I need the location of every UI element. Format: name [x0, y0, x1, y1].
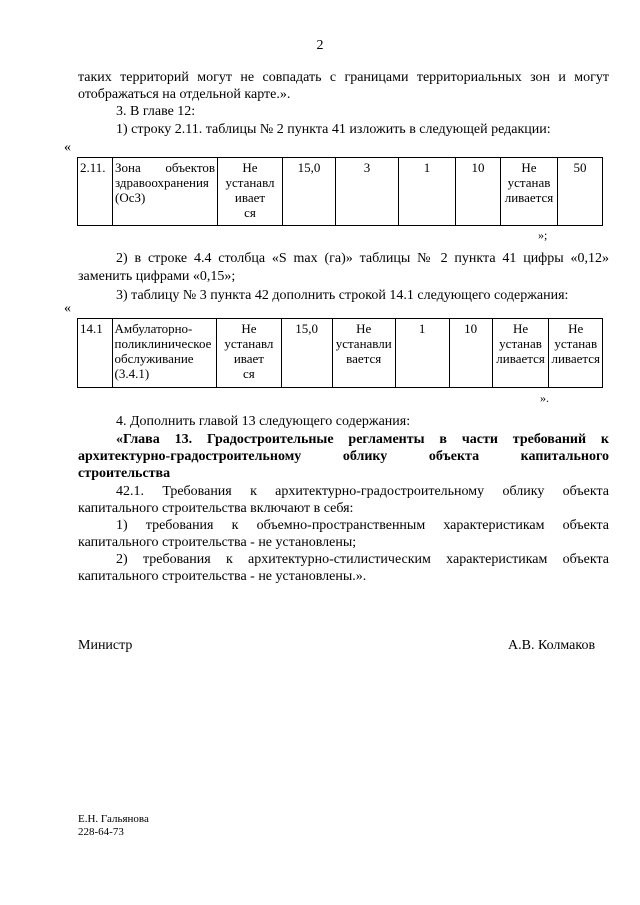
table-cell: 2.11.	[78, 158, 113, 226]
chapter-heading: строительства	[78, 466, 171, 481]
paragraph-line: 4. Дополнить главой 13 следующего содержания:	[116, 414, 411, 429]
open-quote: «	[64, 140, 71, 155]
paragraph-line: капитального строительства - не установлены;	[78, 535, 357, 550]
signature-title: Министр	[78, 638, 133, 653]
chapter-heading: «Глава 13. Градостроительные регламенты в части требований к	[116, 432, 609, 447]
paragraph-line: таких территорий могут не совпадать с границами территориальных зон и могут	[78, 70, 609, 85]
paragraph-line: 1) требования к объемно-пространственным характеристикам объекта	[116, 518, 609, 533]
table-cell: 15,0	[283, 158, 336, 226]
table-cell: 50	[558, 158, 603, 226]
table-cell: 1	[395, 319, 449, 388]
paragraph-line: капитального строительства - не установлены.».	[78, 569, 367, 584]
executor-phone: 228-64-73	[78, 826, 124, 838]
table-cell: Не устанав ливается	[501, 158, 558, 226]
table-cell: 14.1	[78, 319, 113, 388]
table-row	[78, 319, 603, 388]
table-cell: 10	[449, 319, 492, 388]
chapter-heading: архитектурно-градостроительному облику объекта капитального	[78, 449, 609, 464]
table-cell: Зона объектов здравоохранения (ОсЗ)	[113, 158, 218, 226]
paragraph-line: заменить цифрами «0,15»;	[78, 269, 236, 284]
table-cell: Не устанав ливается	[492, 319, 549, 388]
paragraph-line: 1) строку 2.11. таблицы № 2 пункта 41 изложить в следующей редакции:	[116, 122, 551, 137]
table-cell: Не устанавл ивает ся	[217, 319, 281, 388]
paragraph-line: 3) таблицу № 3 пункта 42 дополнить строкой 14.1 следующего содержания:	[116, 288, 569, 303]
paragraph-line: отображаться на отдельной карте.».	[78, 87, 291, 102]
executor-name: Е.Н. Гальянова	[78, 813, 149, 825]
paragraph-line: капитального строительства включают в себя:	[78, 501, 354, 516]
table-cell: Не устанав ливается	[549, 319, 603, 388]
paragraph-line: 3. В главе 12:	[116, 104, 196, 119]
table-2-11	[77, 157, 603, 226]
table-cell: 15,0	[281, 319, 332, 388]
page-number: 2	[316, 38, 324, 53]
table-cell: Амбулаторно- поликлиническое обслуживание (3.4.1)	[112, 319, 217, 388]
open-quote: «	[64, 301, 71, 316]
table-close-quote: ».	[540, 391, 549, 405]
signature-name: А.В. Колмаков	[508, 638, 596, 653]
paragraph-line: 2) в строке 4.4 столбца «S max (га)» таблицы № 2 пункта 41 цифры «0,12»	[116, 251, 609, 266]
table-cell: 3	[336, 158, 399, 226]
paragraph-line: 42.1. Требования к архитектурно-градостроительному облику объекта	[116, 484, 609, 499]
table-cell: 1	[399, 158, 456, 226]
paragraph-line: 2) требования к архитектурно-стилистическим характеристикам объекта	[116, 552, 609, 567]
table-cell: Не устанавли вается	[332, 319, 395, 388]
table-close-quote: »;	[538, 228, 548, 242]
table-row	[78, 158, 603, 226]
table-cell: 10	[456, 158, 501, 226]
table-14-1	[77, 318, 603, 388]
table-cell: Не устанавл ивает ся	[218, 158, 283, 226]
